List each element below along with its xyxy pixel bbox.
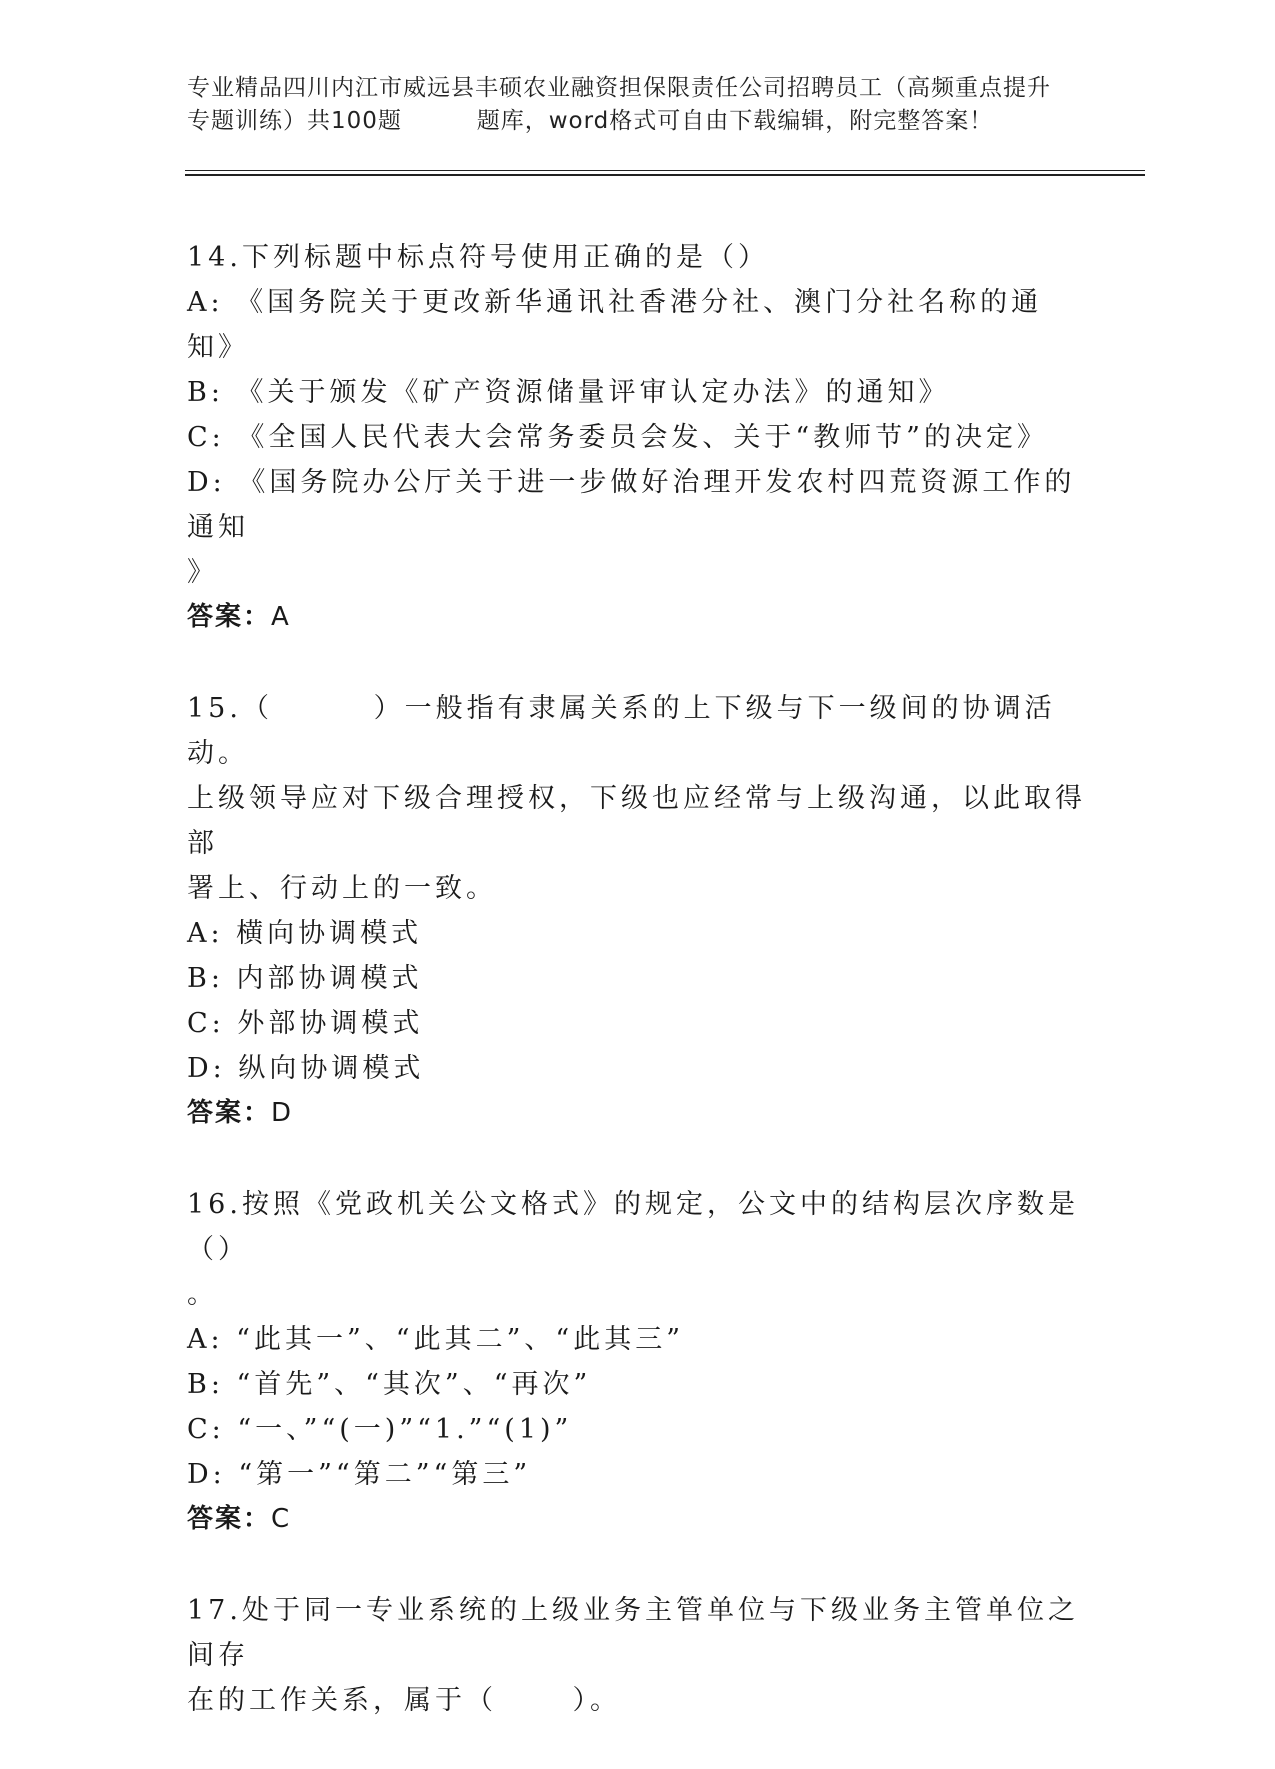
answer-label: 答案： bbox=[187, 1098, 272, 1128]
option-d: D: 《国务院办公厅关于进一步做好治理开发农村四荒资源工作的通知 bbox=[187, 467, 1076, 543]
question-list bbox=[187, 235, 1087, 1769]
header-divider-thick bbox=[185, 174, 1145, 176]
option-b: B: “首先”、“其次”、“再次” bbox=[187, 1369, 592, 1400]
question-text: 16.按照《党政机关公文格式》的规定，公文中的结构层次序数是（） bbox=[187, 1189, 1079, 1265]
option-d: D: 纵向协调模式 bbox=[187, 1053, 425, 1084]
question-text: 在的工作关系，属于（ ）。 bbox=[187, 1685, 621, 1716]
question-14 bbox=[187, 235, 1087, 640]
option-a: A: 横向协调模式 bbox=[187, 918, 423, 949]
option-c: C: “一、”“(一)”“1.”“(1)” bbox=[187, 1414, 573, 1445]
header-divider-thin bbox=[185, 170, 1145, 171]
answer-value: C bbox=[271, 1504, 292, 1534]
answer-label: 答案： bbox=[187, 1504, 272, 1534]
question-15 bbox=[187, 686, 1087, 1136]
option-a: A: 《国务院关于更改新华通讯社香港分社、澳门分社名称的通知》 bbox=[187, 287, 1043, 363]
option-a: A: “此其一”、“此其二”、“此其三” bbox=[187, 1324, 684, 1355]
question-16 bbox=[187, 1182, 1087, 1542]
question-17 bbox=[187, 1588, 1087, 1723]
option-c: C: 外部协调模式 bbox=[187, 1008, 424, 1039]
answer bbox=[187, 1091, 1087, 1136]
option-d-continued: 》 bbox=[187, 557, 218, 588]
question-text: 17.处于同一专业系统的上级业务主管单位与下级业务主管单位之间存 bbox=[187, 1595, 1079, 1671]
answer bbox=[187, 595, 1087, 640]
option-b: B: 《关于颁发《矿产资源储量评审认定办法》的通知》 bbox=[187, 377, 950, 408]
header-line-2: 专题训练）共100题 题库，word格式可自由下载编辑，附完整答案！ bbox=[187, 108, 994, 134]
page-header bbox=[187, 72, 1087, 138]
option-b: B: 内部协调模式 bbox=[187, 963, 423, 994]
question-text: 15.（ ）一般指有隶属关系的上下级与下一级间的协调活动。 bbox=[187, 693, 1056, 769]
answer bbox=[187, 1497, 1087, 1542]
answer-value: A bbox=[271, 602, 291, 632]
question-text: 上级领导应对下级合理授权，下级也应经常与上级沟通，以此取得部 bbox=[187, 783, 1086, 859]
option-c: C: 《全国人民代表大会常务委员会发、关于“教师节”的决定》 bbox=[187, 422, 1048, 453]
question-text: 。 bbox=[187, 1279, 218, 1310]
question-text: 14.下列标题中标点符号使用正确的是（） bbox=[187, 242, 769, 273]
answer-value: D bbox=[271, 1098, 294, 1128]
header-line-1: 专业精品四川内江市威远县丰硕农业融资担保限责任公司招聘员工（高频重点提升 bbox=[187, 75, 1051, 101]
option-d: D: “第一”“第二”“第三” bbox=[187, 1459, 532, 1490]
answer-label: 答案： bbox=[187, 602, 272, 632]
question-text: 署上、行动上的一致。 bbox=[187, 873, 497, 904]
